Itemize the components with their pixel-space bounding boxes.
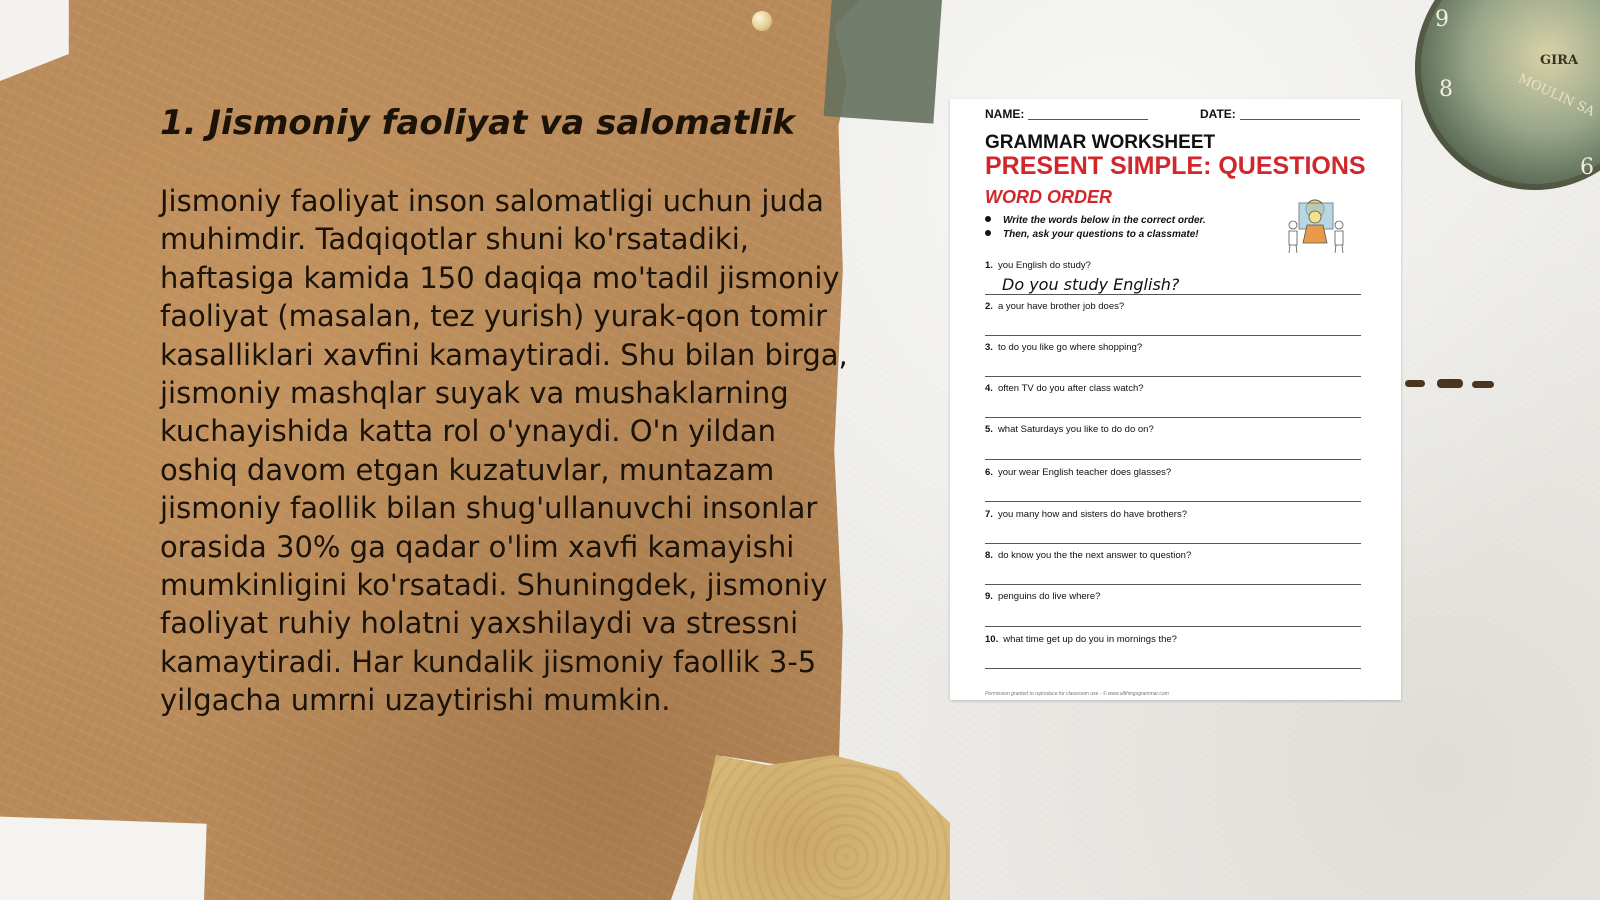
dash-mark (1405, 380, 1425, 387)
date-line (1240, 119, 1360, 120)
question-item: 6. your wear English teacher does glasses? (985, 467, 1172, 478)
answer-line (985, 335, 1361, 336)
question-item: 4. often TV do you after class watch? (985, 383, 1144, 394)
date-label: DATE: (1200, 107, 1236, 121)
torn-paper-strip (824, 0, 943, 124)
answer-line (985, 501, 1361, 502)
name-line (1028, 119, 1148, 120)
clock-brand-text-2: MOULIN SA (1515, 71, 1597, 120)
clock-number-8: 8 (1439, 77, 1453, 102)
paper-scrap-bottom-left (0, 816, 207, 900)
answer-line (985, 459, 1361, 460)
answer-line (985, 543, 1361, 544)
slide-body-text: Jismoniy faoliyat inson salomatligi uchun juda muhimdir. Tadqiqotlar shuni ko'rsatadiki, haftasiga kamida 150 daqiqa mo'tadil jismoniy faoliyat (masalan, tez yurish) yurak-qon tomir kasalliklari xavfini kamaytiradi. Shu bilan birga, jismoniy mashqlar suyak va mushaklarning kuchayishida katta rol o'ynaydi. O'n yildan oshiq davom etgan kuzatuvlar, muntazam jismoniy faollik bilan shug'ullanuvchi insonlar orasida 30% ga qadar o'lim xavfi kamayishi mumkinligini ko'rsatadi. Shuningdek, jismoniy faoliyat ruhiy holatni yaxshilaydi va stressni kamaytiradi. Har kundalik jismoniy faollik 3-5 yilgacha umrni uzaytirishi mumkin. (160, 184, 848, 718)
answer-line (985, 294, 1361, 295)
slide-title: 1. Jismoniy faoliyat va salomatlik (160, 103, 795, 143)
bullet-icon (985, 230, 991, 236)
question-item: 5. what Saturdays you like to do do on? (985, 424, 1154, 435)
instruction-text: Write the words below in the correct order. (1003, 215, 1206, 226)
answer-line (985, 668, 1361, 669)
clock-number-6: 6 (1580, 155, 1594, 180)
bullet-icon (985, 216, 991, 222)
date-field (1200, 107, 1360, 121)
dash-mark (1472, 381, 1494, 388)
instruction-text: Then, ask your questions to a classmate! (1003, 229, 1199, 240)
worksheet-footer: Permission granted to reproduce for classroom use - © www.allthingsgrammar.com (985, 691, 1169, 697)
question-item: 10. what time get up do you in mornings the? (985, 634, 1177, 645)
answer-line (985, 376, 1361, 377)
clock-number-9: 9 (1435, 7, 1449, 32)
answer-line (985, 417, 1361, 418)
pin-icon (752, 11, 772, 31)
question-item: 1. you English do study? (985, 260, 1091, 271)
question-item: 2. a your have brother job does? (985, 301, 1125, 312)
name-field (985, 107, 1148, 121)
instruction-item (985, 215, 1206, 226)
worksheet-image (950, 99, 1401, 700)
worksheet-subheading: PRESENT SIMPLE: QUESTIONS (985, 152, 1366, 180)
clock-brand-text: GIRA (1540, 53, 1579, 68)
name-label: NAME: (985, 107, 1025, 121)
question-item: 9. penguins do live where? (985, 591, 1101, 602)
instruction-item (985, 229, 1199, 240)
question-item: 3. to do you like go where shopping? (985, 342, 1143, 353)
question-item: 8. do know you the the next answer to question? (985, 550, 1192, 561)
answer-line (985, 584, 1361, 585)
worksheet-heading: GRAMMAR WORKSHEET (985, 132, 1216, 153)
question-item: 7. you many how and sisters do have brothers? (985, 509, 1187, 520)
dash-mark (1437, 379, 1463, 388)
classroom-illustration-icon (1285, 195, 1347, 253)
answer-line (985, 626, 1361, 627)
worksheet-section: WORD ORDER (985, 187, 1112, 207)
handwritten-answer: Do you study English? (1002, 275, 1180, 294)
